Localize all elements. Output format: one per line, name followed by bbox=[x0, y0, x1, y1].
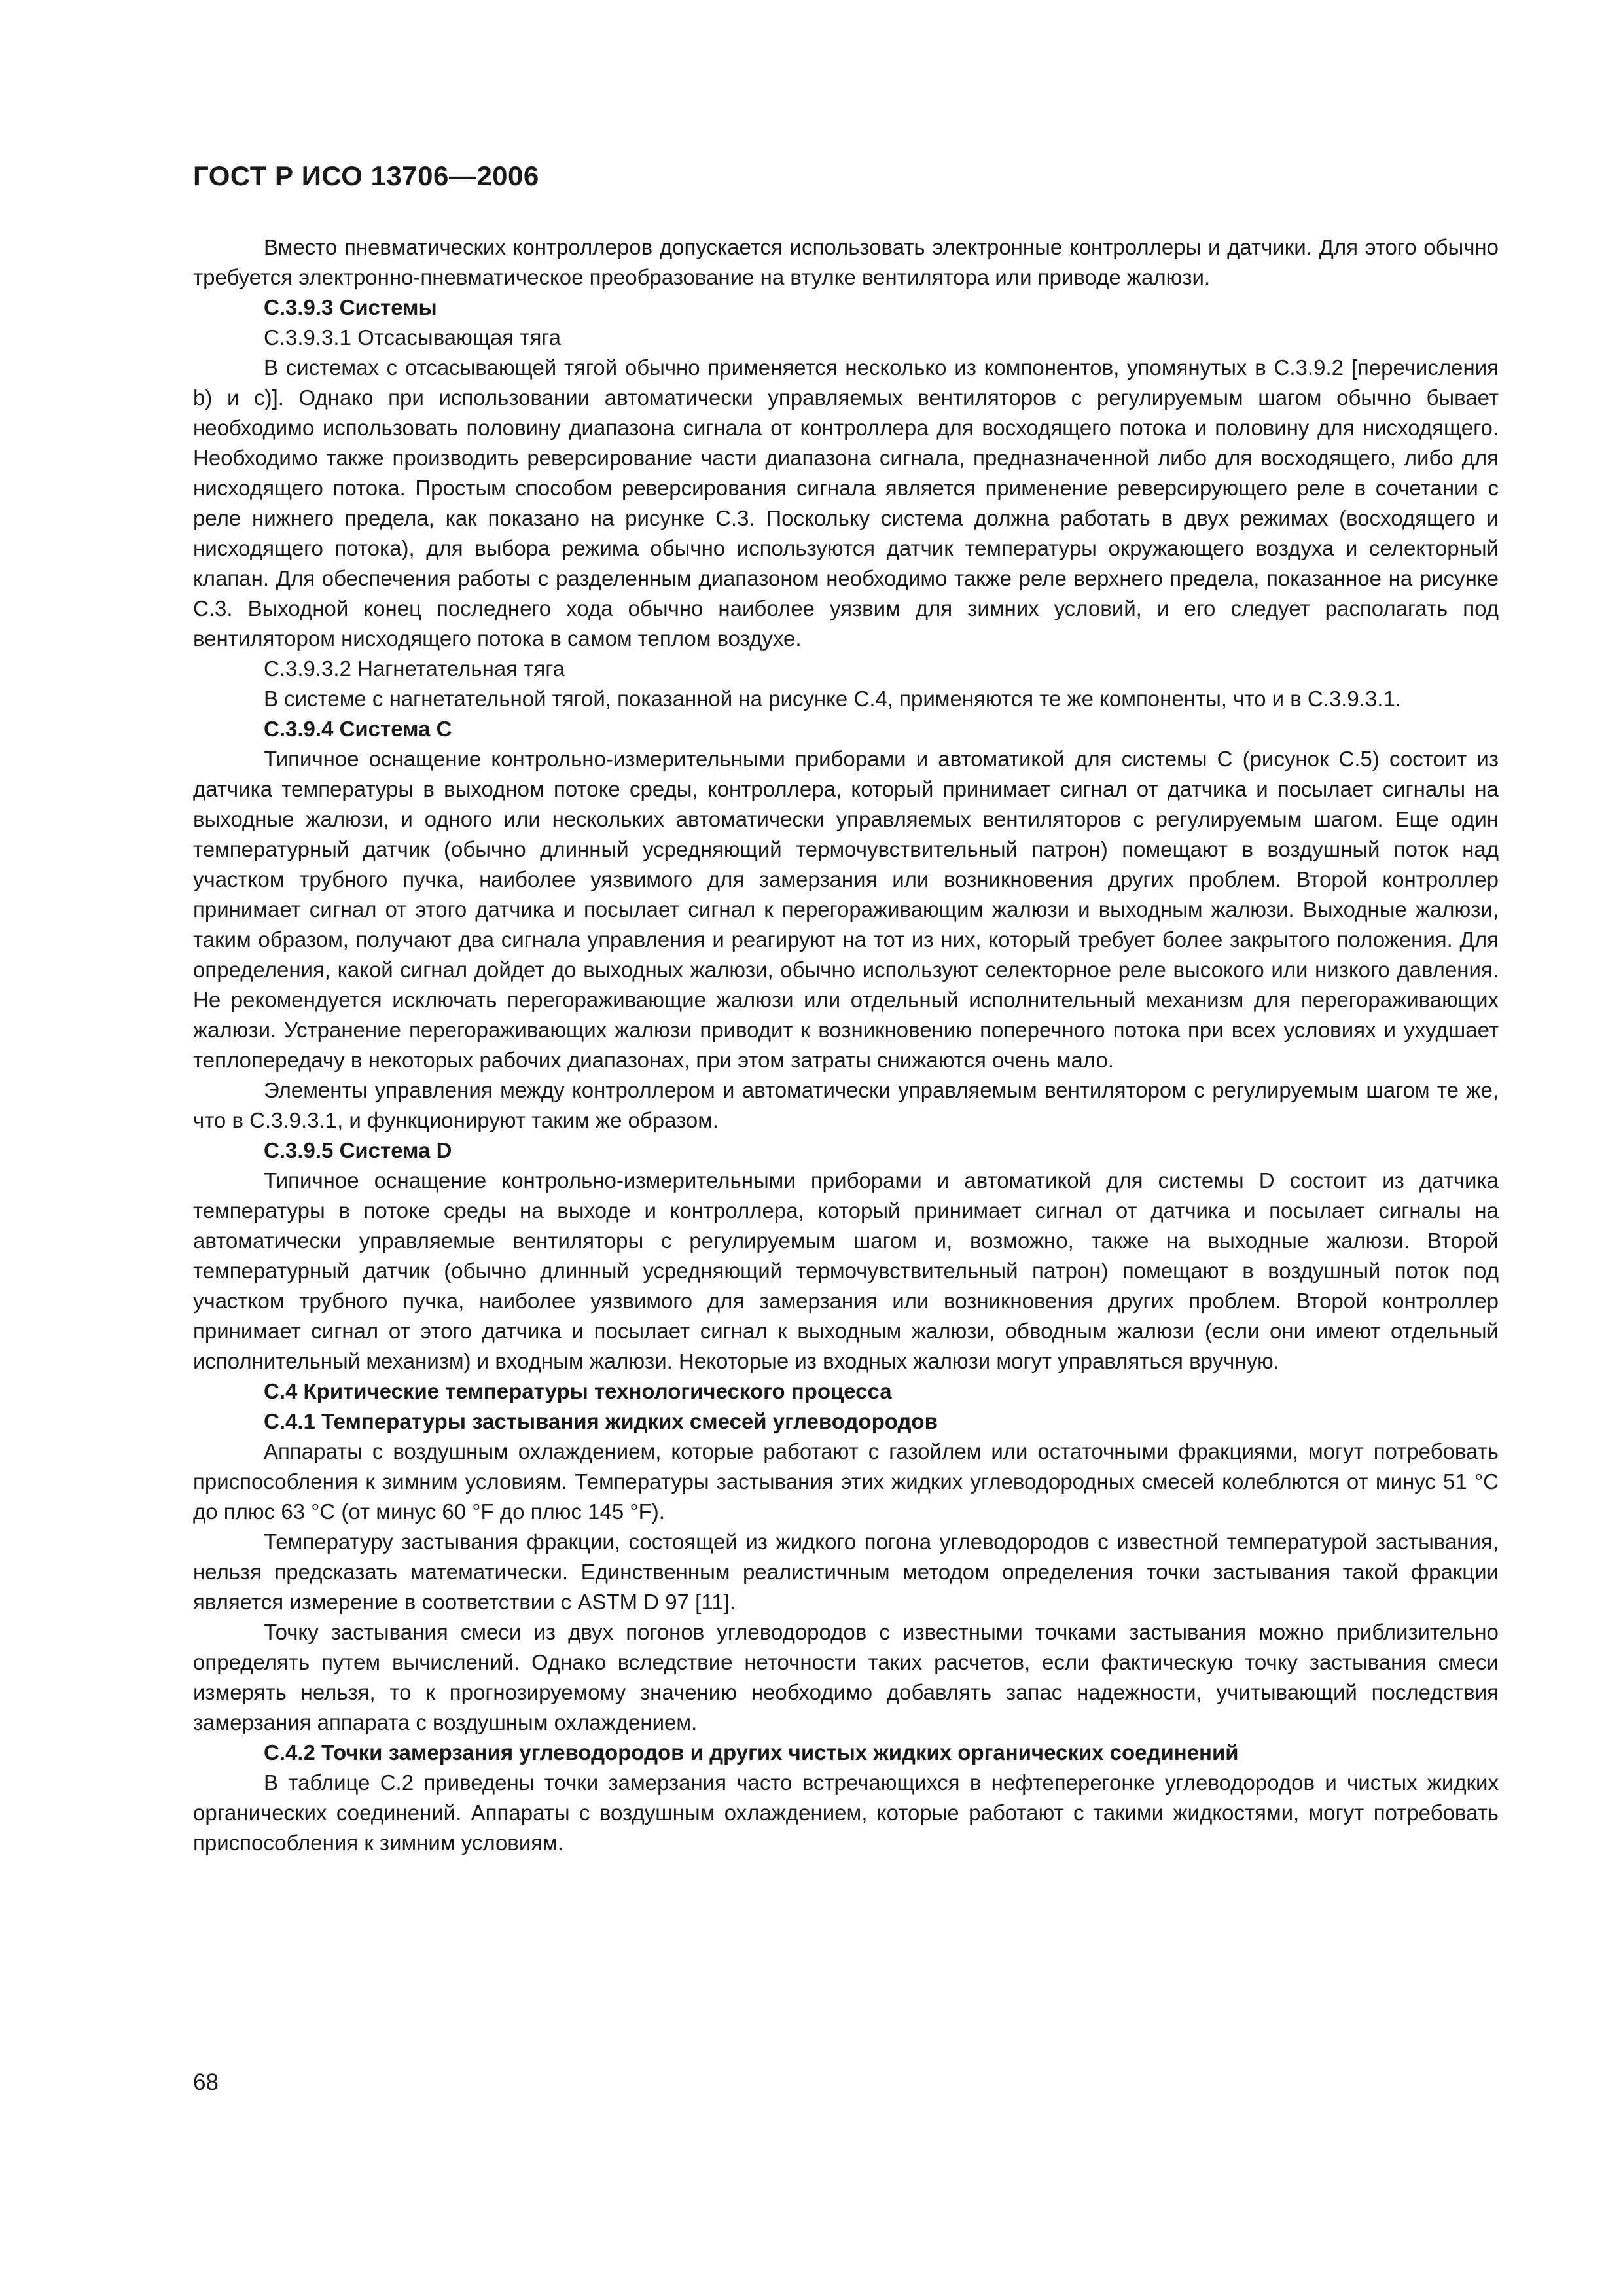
section-heading: С.4.1 Температуры застывания жидких смесей углеводородов bbox=[264, 1409, 938, 1433]
subsection-heading: С.3.9.3.1 Отсасывающая тяга bbox=[264, 325, 562, 350]
document-body bbox=[193, 232, 1499, 1858]
body-paragraph: Вместо пневматических контроллеров допускается использовать электронные контроллеры и датчики. Для этого обычно требуется электронно-пневматическое преобразование на втулке вентилятора или приводе жалюзи. bbox=[193, 235, 1499, 289]
body-paragraph: Типичное оснащение контрольно-измерительными приборами и автоматикой для системы С (рисунок С.5) состоит из датчика температуры в выходном потоке среды, контроллера, который принимает сигнал от датчика и посылает сигналы на выходные жалюзи, и одного или нескольких автоматически управляемых вентиляторов с регулируемым шагом. Еще один температурный датчик (обычно длинный усредняющий термочувствительный патрон) помещают в воздушный поток над участком трубного пучка, наиболее уязвимого для замерзания или возникновения других проблем. Второй контроллер принимает сигнал от этого датчика и посылает сигнал к перегораживающим жалюзи и выходным жалюзи. Выходные жалюзи, таким образом, получают два сигнала управления и реагируют на тот из них, который требует более закрытого положения. Для определения, какой сигнал дойдет до выходных жалюзи, обычно используют селекторное реле высокого или низкого давления. Не рекомендуется исключать перегораживающие жалюзи или отдельный исполнительный механизм для перегораживающих жалюзи. Устранение перегораживающих жалюзи приводит к возникновению поперечного потока при всех условиях и ухудшает теплопередачу в некоторых рабочих диапазонах, при этом затраты снижаются очень мало. bbox=[193, 747, 1499, 1072]
section-heading: С.3.9.5 Система D bbox=[264, 1138, 452, 1162]
document-header: ГОСТ Р ИСО 13706—2006 bbox=[193, 160, 539, 191]
section-heading: С.3.9.4 Система С bbox=[264, 717, 452, 741]
subsection-heading: С.3.9.3.2 Нагнетательная тяга bbox=[264, 656, 565, 681]
body-paragraph: В системах с отсасывающей тягой обычно применяется несколько из компонентов, упомянутых в С.3.9.2 [перечисления b) и с)]. Однако при использовании автоматически управляемых вентиляторов с регулируемым шагом обычно бывает необходимо использовать половину диапазона сигнала от контроллера для восходящего потока и половину для нисходящего. Необходимо также производить реверсирование части диапазона сигнала, предназначенной либо для восходящего, либо для нисходящего потока. Простым способом реверсирования сигнала является применение реверсирующего реле в сочетании с реле нижнего предела, как показано на рисунке С.3. Поскольку система должна работать в двух режимах (восходящего и нисходящего потока), для выбора режима обычно используются датчик температуры окружающего воздуха и селекторный клапан. Для обеспечения работы с разделенным диапазоном необходимо также реле верхнего предела, показанное на рисунке С.3. Выходной конец последнего хода обычно наиболее уязвим для зимних условий, и его следует располагать под вентилятором нисходящего потока в самом теплом воздухе. bbox=[193, 355, 1499, 651]
body-paragraph: Типичное оснащение контрольно-измерительными приборами и автоматикой для системы D состоит из датчика температуры в потоке среды на выходе и контроллера, который принимает сигнал от датчика и посылает сигналы на автоматически управляемые вентиляторы с регулируемым шагом и, возможно, также на выходные жалюзи. Второй температурный датчик (обычно длинный усредняющий термочувствительный патрон) помещают в воздушный поток под участком трубного пучка, наиболее уязвимого для замерзания или возникновения других проблем. Второй контроллер принимает сигнал от этого датчика и посылает сигнал к выходным жалюзи, обводным жалюзи (если они имеют отдельный исполнительный механизм) и входным жалюзи. Некоторые из входных жалюзи могут управляться вручную. bbox=[193, 1168, 1499, 1373]
body-paragraph: В таблице С.2 приведены точки замерзания часто встречающихся в нефтеперегонке углеводородов и чистых жидких органических соединений. Аппараты с воздушным охлаждением, которые работают с такими жидкостями, могут потребовать приспособления к зимним условиям. bbox=[193, 1770, 1499, 1855]
section-heading: С.3.9.3 Системы bbox=[264, 295, 437, 319]
page-number: 68 bbox=[193, 2070, 219, 2095]
section-heading: С.4 Критические температуры технологического процесса bbox=[264, 1379, 892, 1403]
body-paragraph: Элементы управления между контроллером и автоматически управляемым вентилятором с регулируемым шагом те же, что в С.3.9.3.1, и функционируют таким же образом. bbox=[193, 1078, 1499, 1132]
body-paragraph: Точку застывания смеси из двух погонов углеводородов с известными точками застывания можно приблизительно определять путем вычислений. Однако вследствие неточности таких расчетов, если фактическую точку застывания смеси измерять нельзя, то к прогнозируемому значению необходимо добавлять запас надежности, учитывающий последствия замерзания аппарата с воздушным охлаждением. bbox=[193, 1620, 1499, 1734]
body-paragraph: Аппараты с воздушным охлаждением, которые работают с газойлем или остаточными фракциями, могут потребовать приспособления к зимним условиям. Температуры застывания этих жидких углеводородных смесей колеблются от минус 51 °С до плюс 63 °С (от минус 60 °F до плюс 145 °F). bbox=[193, 1439, 1499, 1524]
body-paragraph: В системе с нагнетательной тягой, показанной на рисунке С.4, применяются те же компоненты, что и в С.3.9.3.1. bbox=[264, 687, 1401, 711]
section-heading: С.4.2 Точки замерзания углеводородов и других чистых жидких органических соединений bbox=[264, 1740, 1239, 1765]
body-paragraph: Температуру застывания фракции, состоящей из жидкого погона углеводородов с известной температурой застывания, нельзя предсказать математически. Единственным реалистичным методом определения точки застывания такой фракции является измерение в соответствии с ASTM D 97 [11]. bbox=[193, 1530, 1499, 1614]
